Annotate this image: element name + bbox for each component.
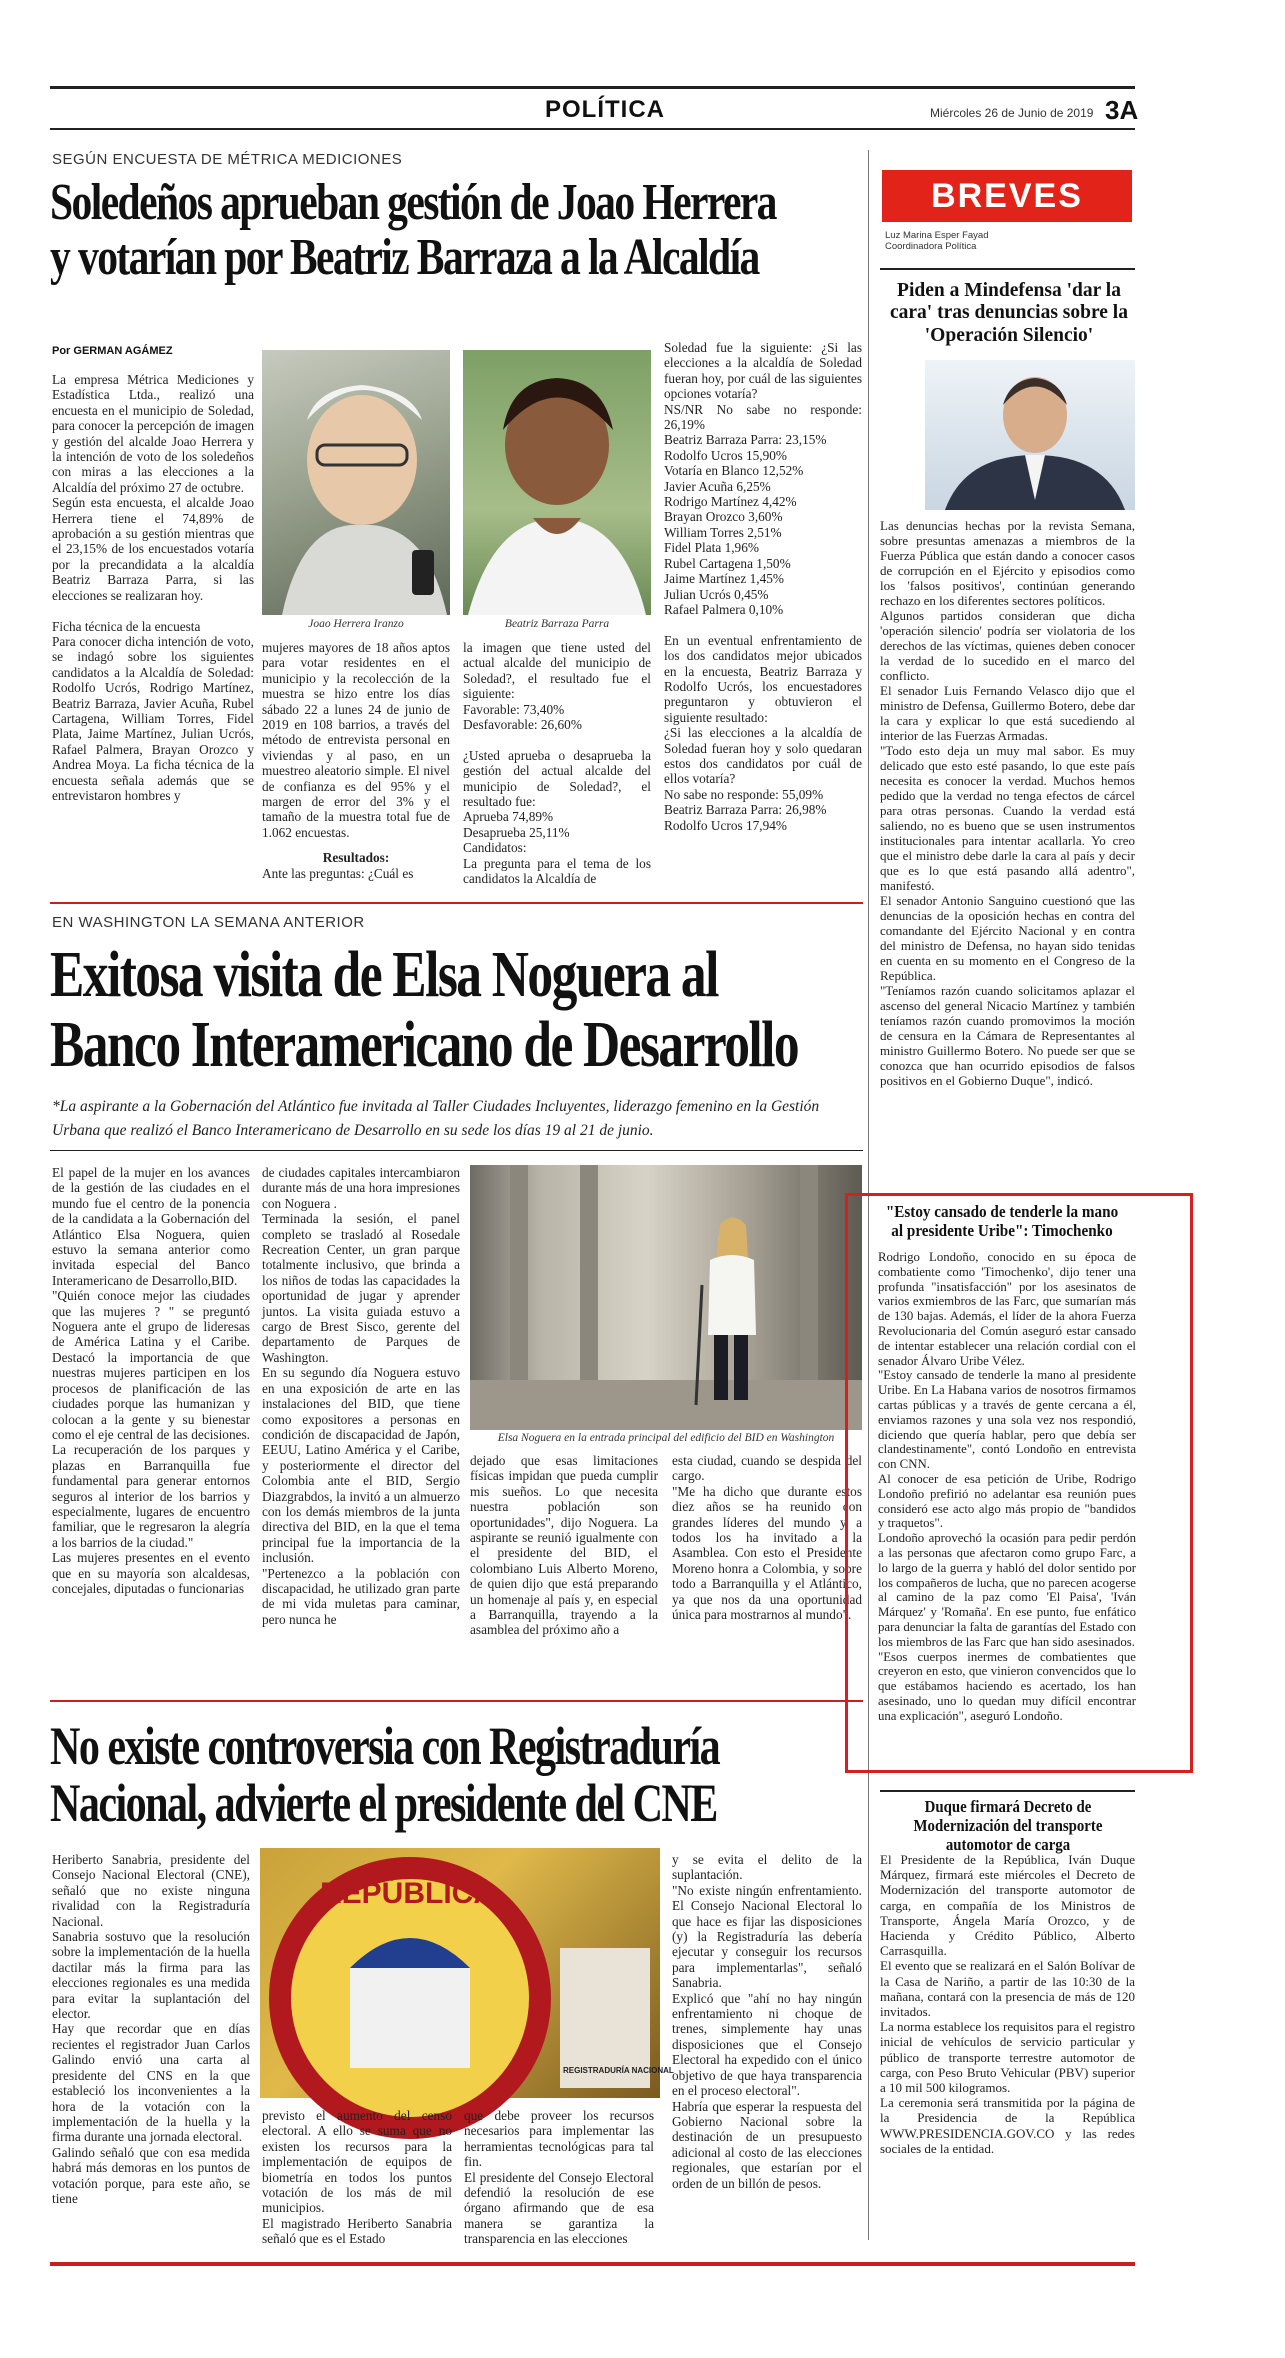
- article3-col3: que debe proveer los recursos necesarios para implementar las herramientas tecnológicas para tal fin. El presidente del Consejo Electoral defendió la resolución de ese órgano afirmando que de esa manera se garantiza la transparencia en las elecciones: [464, 2108, 654, 2247]
- brief1-headline: Piden a Mindefensa 'dar la cara' tras denuncias sobre la 'Operación Silencio': [890, 280, 1128, 346]
- article1-col2-tail: Ante las preguntas: ¿Cuál es: [262, 866, 414, 881]
- article2-divider: [50, 1700, 863, 1702]
- coordinator-name: Luz Marina Esper Fayad: [885, 230, 989, 241]
- photo-beatriz-barraza: [463, 350, 651, 615]
- article1-headline: [50, 175, 776, 285]
- article3-headline: [50, 1718, 719, 1832]
- article2-headline-line2: Banco Interamericano de Desarrollo: [50, 1007, 799, 1081]
- photo-republica-text: REPÚBLICA: [320, 1877, 496, 1910]
- article1-results-label: Resultados:: [322, 850, 390, 865]
- article1-col4: Soledad fue la siguiente: ¿Si las elecciones a la alcaldía de Soledad fueran hoy, por cuál de las siguientes opciones votaría? NS/NR No sabe no responde: 26,19% Beatriz Barraza Parra: 23,15% Rodolfo Ucros 15,90% Votaría en Blanco 12,52% Javier Acuña 6,25% Rodrigo Martínez 4,42% Brayan Orozco 3,60% William Torres 2,51% Fidel Plata 1,96% Rubel Cartagena 1,50% Jaime Martínez 1,45% Julian Ucrós 0,45% Rafael Palmera 0,10% En un eventual enfrentamiento de los dos candidatos mejor ubicados en la encuesta, Beatriz Barraza y Rodolfo Ucrós, los encuestadores preguntaron y obtuvieron el siguiente resultado: ¿Si las elecciones a la alcaldía de Soledad fueran hoy y solo quedaran estos dos candidatos por cuál de ellos votaría? No sabe no responde: 55,09% Beatriz Barraza Parra: 26,98% Rodolfo Ucros 17,94%: [664, 340, 862, 833]
- article1-divider: [50, 902, 863, 904]
- brief3-rule: [880, 1790, 1135, 1792]
- article2-deck-rule: [50, 1150, 863, 1151]
- section-title: POLÍTICA: [545, 96, 665, 123]
- brief3-body: El Presidente de la República, Iván Duque Márquez, firmará este miércoles el Decreto de Modernización del transporte automotor de carga, en compañía de los Ministros de Transporte, Ángela María Orozco, y de Hacienda y Crédito Público, Alberto Carrasquilla. El evento que se realizará en el Salón Bolívar de la Casa de Nariño, a partir de las 10:30 de la mañana, contará con la presencia de más de 120 invitados. La norma establece los requisitos para el registro inicial de vehículos de servicio particular y público de transporte terrestre automotor de carga, con Peso Bruto Vehicular (PBV) superior a 10 mil 500 kilogramos. La ceremonia será transmitida por la página de la Presidencia de la República WWW.PRESIDENCIA.GOV.CO y las redes sociales de la entidad.: [880, 1852, 1135, 2156]
- article3-col4: y se evita el delito de la suplantación. "No existe ningún enfrentamiento. El Consejo Nacional Electoral lo que hace es fijar las disposiciones (y) la Registraduría las debería ejecutar y conseguir los recursos para implementarlas", señaló Sanabria. Explicó que "ahí no hay ningún enfrentamiento ni choque de trenes, simplemente hay unas disposiciones que el Consejo Electoral ha expedido con el único objetivo de que haya transparencia en el proceso electoral". Habría que esperar la respuesta del Gobierno Nacional sobre la destinación de un presupuesto adicional al costo de las elecciones regionales, que estarían por el orden de un billón de pesos.: [672, 1852, 862, 2191]
- sidebar-coordinator: [885, 230, 989, 252]
- brief1-body: Las denuncias hechas por la revista Semana, sobre presuntas amenazas a miembros de la Fuerza Pública que están dando a conocer casos de corrupción en el Ejército y episodios como los 'falsos positivos', continúan generando rechazo en los diferentes sectores políticos. Algunos partidos consideran que dicha 'operación silencio' podría ser violatoria de los derechos de las víctimas, quienes deben conocer la verdad de lo sucedido en el marco del conflicto. El senador Luis Fernando Velasco dijo que el ministro de Defensa, Guillermo Botero, debe dar la cara y explicar lo que está sucediendo al interior de las Fuerzas Armadas. "Todo esto deja un muy mal sabor. Es muy delicado que esto esté pasando, lo que este país necesita es conocer la verdad. Muchos hemos pedido que la verdad no tenga efectos de cárcel para otras personas. Cuando la verdad está saliendo, no es bueno que se usen instrumentos institucionales para intentar acallarla. Yo creo que el ministro debe darle la cara al país y decir que es lo que está pasando allá adentro", manifestó. El senador Antonio Sanguino cuestionó que las denuncias de la oposición hechas en contra del comandante del Ejército Nacional y en contra del ministro de Defensa, no hayan sido tenidas en cuenta en su momento en el Congreso de la República. "Teníamos razón cuando solicitamos aplazar el ascenso del general Nicacio Martínez y también teníamos razón cuando promovimos la moción de censura en la Cámara de Representantes al ministro Guillermo Botero. No puede ser que se conozca que han ocurrido episodios de falsos positivos en el Gobierno Duque", indicó.: [880, 518, 1135, 1088]
- breves-banner: BREVES: [882, 170, 1132, 222]
- photo-elsa-noguera: [470, 1165, 862, 1430]
- photo-registraduria: [260, 1848, 674, 2098]
- breves-rule: [880, 268, 1135, 270]
- article1-headline-line1: Soledeños aprueban gestión de Joao Herrera: [50, 174, 776, 231]
- article2-deck: *La aspirante a la Gobernación del Atlántico fue invitada al Taller Ciudades Incluyentes, liderazgo femenino en la Gestión Urbana que realizó el Banco Interamericano de Desarrollo en su sede los días 19 al 21 de junio.: [52, 1098, 820, 1139]
- article1-col1: La empresa Métrica Mediciones y Estadística Ltda., realizó una encuesta en el municipio de Soledad, para conocer la percepción de imagen y gestión del alcalde Joao Herrera y la intención de voto de los soledeños con miras a las elecciones a la Alcaldía del próximo 27 de octubre. Según esta encuesta, el alcalde Joao Herrera tiene el 74,89% de aprobación a su gestión mientras que el 23,15% de los encuestados votaría por la precandidata a la alcaldía Beatriz Barraza Parra, si las elecciones se realizaran hoy. Ficha técnica de la encuesta Para conocer dicha intención de voto, se indagó sobre los siguientes candidatos a la Alcaldía de Soledad: Rodolfo Ucrós, Rodrigo Martínez, Beatriz Barraza, Javier Acuña, Rubel Cartagena, William Torres, Fidel Plata, Jaime Martínez, Julian Ucrós, Rafael Palmera, Brayan Orozco y Andrea Moya. La ficha técnica de la encuesta señala además que se entrevistaron hombres y: [52, 372, 254, 803]
- article1-kicker: SEGÚN ENCUESTA DE MÉTRICA MEDICIONES: [52, 151, 403, 168]
- article2-photo-caption: Elsa Noguera en la entrada principal del edificio del BID en Washington: [497, 1432, 835, 1444]
- article2-kicker: EN WASHINGTON LA SEMANA ANTERIOR: [52, 914, 365, 931]
- article2-col3: dejado que esas limitaciones físicas impidan que pueda cumplir mis sueños. Lo que necesita nuestra población son oportunidades", dijo Noguera. La aspirante se reunió igualmente con el presidente del BID, el colombiano Luis Alberto Moreno, de quien dijo que está preparando un homenaje al país y, en especial a Barranquilla, trayendo a la asamblea del próximo año a: [470, 1453, 658, 1638]
- article3-col1: Heriberto Sanabria, presidente del Consejo Nacional Electoral (CNE), señaló que no existe ninguna rivalidad con la Registraduría Nacional. Sanabria sostuvo que la resolución sobre la implementación de la huella dactilar más la firma para las elecciones regionales es una medida para evitar la suplantación del elector. Hay que recordar que en días recientes el registrador Juan Carlos Galindo envió una carta al presidente del CNS en la que estableció los inconvenientes a la hora de la votación con la implementación de la huella y la firma durante una jornada electoral. Galindo señaló que con esa medida habrá más demoras en los puntos de votación porque, para este año, se tiene: [52, 1852, 250, 2206]
- article1-col2: mujeres mayores de 18 años aptos para votar residentes en el municipio y la recolección de la muestra se hizo entre los días sábado 22 a lunes 24 de junio de 2019 en 108 barrios, a través del método de entrevista personal en viviendas y al paso, en un muestreo aleatorio simple. El nivel de confianza es del 95% y el margen de error del 3% y el tamaño de la muestra total fue de 1.062 encuestas.: [262, 640, 450, 840]
- article2-col1: El papel de la mujer en los avances de la gestión de las ciudades en el mundo fue el centro de la ponencia de la candidata a la Gobernación del Atlántico Elsa Noguera, quien estuvo la semana anterior como invitada especial del Banco Interamericano de Desarrollo,BID. "Quién conoce mejor las ciudades que las mujeres ? " se preguntó Noguera ante el grupo de lideresas de América Latina y el Caribe. Destacó la importancia de que nuestras mujeres participen en los procesos de planificación de las ciudades porque las humanizan y colocan a la gente y su bienestar como el eje central de las decisiones. La recuperación de los parques y plazas en Barranquilla fue fundamental para generar entornos seguros al interior de los barrios y especialmente, lugares de encuentro familiar, que le regresaron la alegría a los barrios de la ciudad." Las mujeres presentes en el evento que en su mayoría son alcaldesas, concejales, diputadas o funcionarias: [52, 1165, 250, 1596]
- article3-col2: previsto el aumento del censo electoral. A ello se suma que no existen los recursos para la implementación de equipos de biometría en todos los puntos votación de los más de mil municipios. El magistrado Heriberto Sanabria señaló que es el Estado: [262, 2108, 452, 2247]
- article1-headline-line2: y votarían por Beatriz Barraza a la Alcaldía: [50, 229, 759, 287]
- article3-headline-line2: Nacional, advierte el presidente del CNE: [50, 1773, 717, 1834]
- page-number: 3A: [1105, 95, 1139, 125]
- photo1-caption: Joao Herrera Iranzo: [308, 618, 404, 630]
- photo-mindefensa: [925, 360, 1135, 510]
- photo2-caption: Beatriz Barraza Parra: [504, 618, 610, 630]
- article3-headline-line1: No existe controversia con Registraduría: [50, 1716, 720, 1776]
- issue-date: Miércoles 26 de Junio de 2019: [930, 106, 1094, 120]
- photo-registraduria-text: REGISTRADURÍA NACIONAL: [563, 2066, 674, 2075]
- article1-col3: la imagen que tiene usted del actual alcalde del municipio de Soledad?, el resultado fue el siguiente: Favorable: 73,40% Desfavorable: 26,60% ¿Usted aprueba o desaprueba la gestión del actual alcalde del municipio de Soledad?, el resultado fue: Aprueba 74,89% Desaprueba 25,11% Candidatos: La pregunta para el tema de los candidatos la Alcaldía de: [463, 640, 651, 887]
- brief3-headline: Duque firmará Decreto de Modernización del transporte automotor de carga: [913, 1797, 1103, 1854]
- article2-col2: de ciudades capitales intercambiaron durante más de una hora impresiones con Noguera . Terminada la sesión, el panel completo se trasladó al Rosedale Recreation Center, un gran parque totalmente inclusivo, que brinda a los niños de todas las capacidades la oportunidad de jugar y aprender juntos. La visita guiada estuvo a cargo de Brest Sisco, gerente del departamento de Parques de Washington. En su segundo día Noguera estuvo en una exposición de arte en las instalaciones del BID, que tiene como expositores a personas en condición de discapacidad de Japón, EEUU, Latino América y el Caribe, y posteriormente el director del Colombia ante el BID, Sergio Diazgrabdos, la invitó a un almuerzo con los demás miembros de la junta directiva del BID, en la que el tema principal fue la importancia de la inclusión. "Pertenezco a la población con discapacidad, he utilizado gran parte de mi vida muletas para caminar, pero nunca he: [262, 1165, 460, 1627]
- brief2-headline: "Estoy cansado de tenderle la mano al presidente Uribe": Timochenko: [885, 1202, 1119, 1240]
- article1-byline: Por GERMAN AGÁMEZ: [52, 345, 173, 357]
- top-rule: [50, 86, 1135, 89]
- brief2-body: Rodrigo Londoño, conocido en su época de combatiente como 'Timochenko', dijo tener una profunda "insatisfacción" por los asesinatos de varios exmiembros de las Farc, que sumarían más de 130 bajas. Además, el líder de la ahora Fuerza Revolucionaria del Común aseguró estar cansado de intentar establecer una relación cordial con el senador Álvaro Uribe Vélez. "Estoy cansado de tenderle la mano al presidente Uribe. En La Habana varios de nosotros firmamos cartas públicas y a través de gente cercana a él, enviamos razones y una sola vez nos respondió, diciendo que quería hablar, pero que debía ser clandestinamente", contó Londoño en entrevista con CNN. Al conocer de esa petición de Uribe, Rodrigo Londoño prefirió no adelantar esa reunión pues consideró ese acto algo más propio de "bandidos y traquetos". Londoño aprovechó la ocasión para pedir perdón a las personas que afectaron como grupo Farc, a lo largo de la guerra y habló del dolor sentido por los compañeros de lucha, que no parecen acogerse al camino de la paz como 'El Paisa', 'Iván Márquez' y 'Romaña'. En ese punto, fue enfático para denunciar la falta de garantías del Estado con los miembros de las Farc que han sido asesinados. "Esos cuerpos inermes de combatientes que creyeron en esto, que vinieron convencidos que lo que estábamos haciendo es acertado, los han asesinado, uno lo quedan muy difícil encontrar una explicación", aseguró Londoño.: [878, 1250, 1136, 1723]
- photo-joao-herrera: [262, 350, 450, 615]
- article2-headline: [50, 940, 798, 1080]
- article2-col4: esta ciudad, cuando se despida del cargo. "Me ha dicho que durante estos diez años se ha reunido con grandes líderes del mundo y a todos los ha invitado a la Asamblea. Con esto el Presidente Moreno honra a Colombia, y sobre todo a Barranquilla y el Atlántico, ya que nos da una oportunidad única para mostrarnos al mundo".: [672, 1453, 862, 1623]
- header-bottom-rule: [50, 128, 1135, 130]
- footer-rule: [50, 2262, 1135, 2266]
- coordinator-role: Coordinadora Política: [885, 241, 977, 252]
- article2-headline-line1: Exitosa visita de Elsa Noguera al: [50, 938, 718, 1011]
